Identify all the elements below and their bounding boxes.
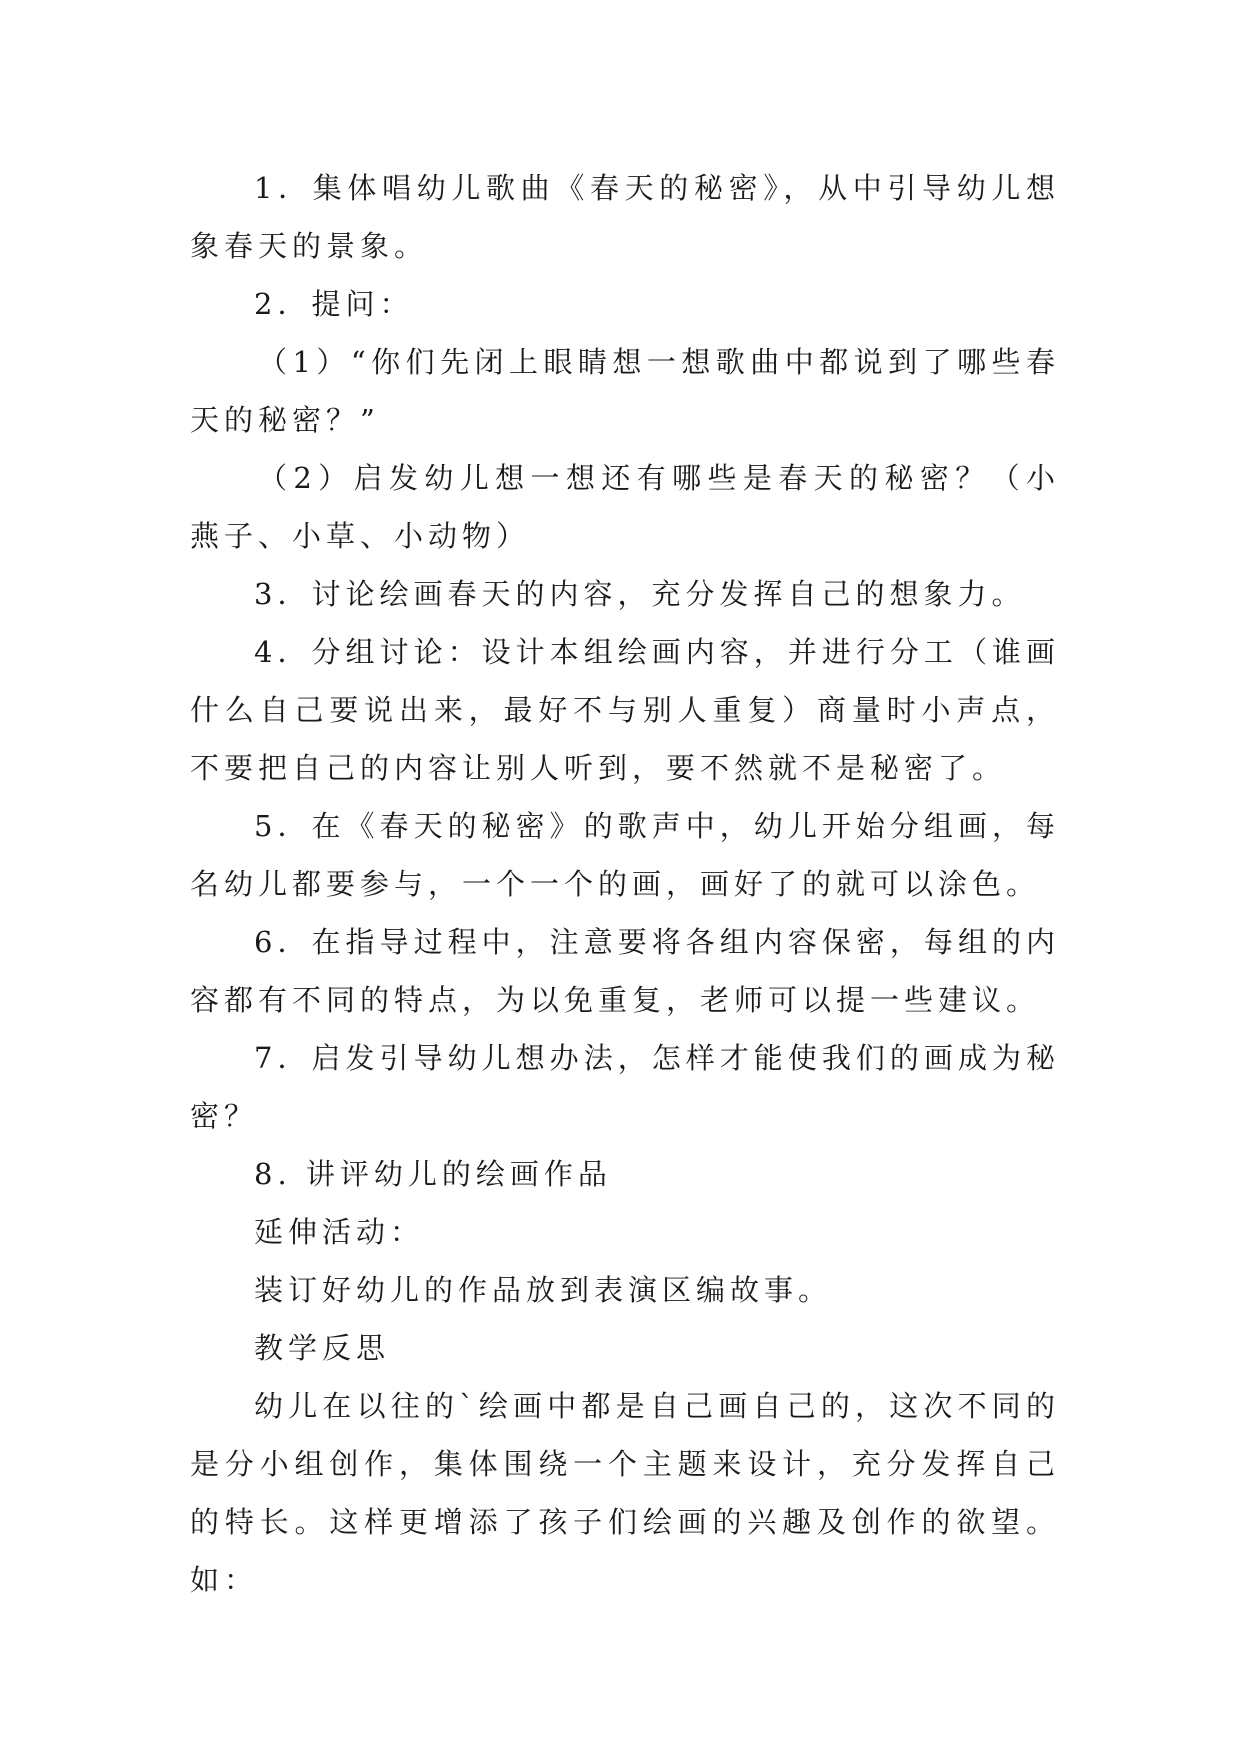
heading-extension-activity: 延伸活动： <box>254 1215 425 1249</box>
paragraph-step-5: 5．在《春天的秘密》的歌声中，幼儿开始分组画，每名幼儿都要参与，一个一个的画，画好了的就可以涂色。 <box>190 809 1060 901</box>
paragraph-reflection: 幼儿在以往的`绘画中都是自己画自己的，这次不同的是分小组创作，集体围绕一个主题来设计，充分发挥自己的特长。这样更增添了孩子们绘画的兴趣及创作的欲望。如： <box>190 1389 1060 1597</box>
paragraph-step-2: 2．提问： <box>254 287 414 321</box>
paragraph-question-1: （1）“你们先闭上眼睛想一想歌曲中都说到了哪些春天的秘密？” <box>190 345 1060 437</box>
paragraph-step-1: 1．集体唱幼儿歌曲《春天的秘密》，从中引导幼儿想象春天的景象。 <box>190 171 1060 263</box>
paragraph-step-4: 4．分组讨论：设计本组绘画内容，并进行分工（谁画什么自己要说出来，最好不与别人重复）商量时小声点，不要把自己的内容让别人听到，要不然就不是秘密了。 <box>190 635 1060 785</box>
paragraph-step-7: 7．启发引导幼儿想办法，怎样才能使我们的画成为秘密？ <box>190 1041 1060 1133</box>
paragraph-extension: 装订好幼儿的作品放到表演区编故事。 <box>254 1273 833 1307</box>
paragraph-step-6: 6．在指导过程中，注意要将各组内容保密，每组的内容都有不同的特点，为以免重复，老师可以提一些建议。 <box>190 925 1060 1017</box>
paragraph-step-3: 3．讨论绘画春天的内容，充分发挥自己的想象力。 <box>254 577 1026 611</box>
heading-teaching-reflection: 教学反思 <box>254 1331 391 1365</box>
paragraph-step-8: 8. 讲评幼儿的绘画作品 <box>254 1157 612 1191</box>
paragraph-question-2: （2）启发幼儿想一想还有哪些是春天的秘密？（小燕子、小草、小动物） <box>190 461 1060 553</box>
document-body <box>190 159 1060 1609</box>
